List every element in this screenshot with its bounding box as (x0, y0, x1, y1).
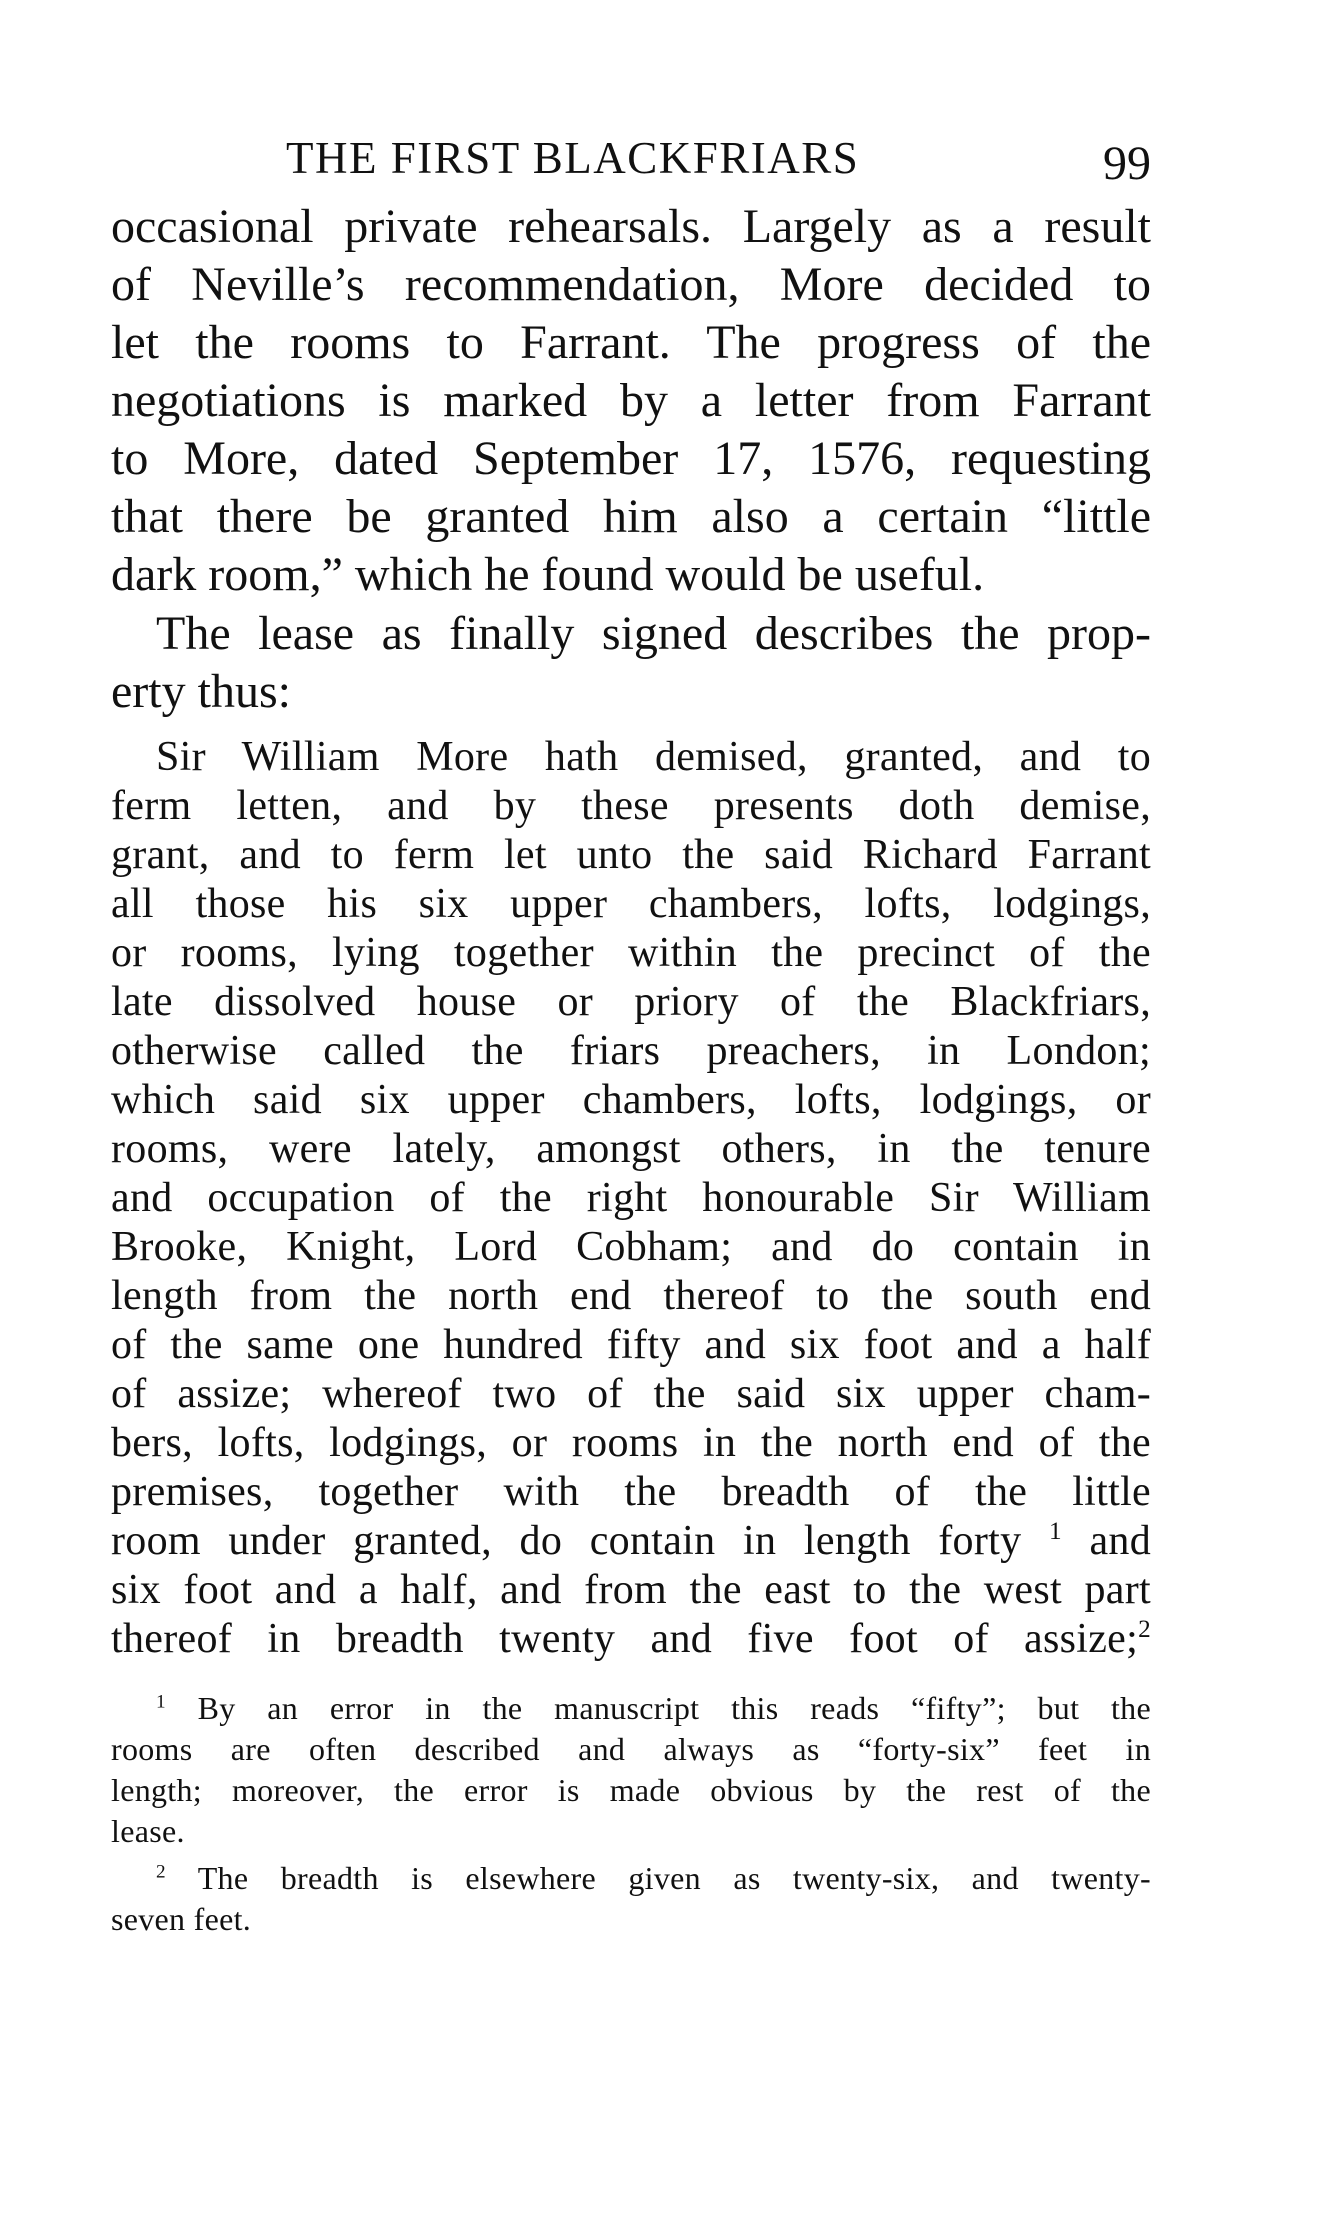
quote-line: late dissolved house or priory of the Blackfriars, (111, 979, 1151, 1025)
quote-line: all those his six upper chambers, lofts, lodgings, (111, 881, 1151, 927)
text-line: that there be granted him also a certain “little (111, 490, 1151, 543)
paragraph-1 (111, 198, 1151, 604)
footnote-line: lease. (111, 1813, 185, 1849)
page-number: 99 (1103, 137, 1151, 190)
quote-line: Brooke, Knight, Lord Cobham; and do contain in (111, 1224, 1151, 1270)
quote-line: length from the north end thereof to the south end (111, 1273, 1151, 1319)
lease-quotation (111, 733, 1151, 1664)
text-line: of Neville’s recommendation, More decided to (111, 258, 1151, 311)
footnote-line: length; moreover, the error is made obvious by the rest of the (111, 1772, 1151, 1808)
quote-line (111, 1517, 1151, 1566)
quote-line: six foot and a half, and from the east to the west part (111, 1567, 1151, 1613)
paragraph-2 (111, 605, 1151, 721)
text-line: negotiations is marked by a letter from Farrant (111, 374, 1151, 427)
quote-line: which said six upper chambers, lofts, lodgings, or (111, 1077, 1151, 1123)
footnote-ref-2: 2 (1138, 1616, 1151, 1643)
running-title: THE FIRST BLACKFRIARS (286, 133, 860, 183)
footnotes (111, 1688, 1151, 1940)
quote-line-text: room under granted, do contain in length forty (111, 1518, 1022, 1564)
quote-line: bers, lofts, lodgings, or rooms in the north end of the (111, 1420, 1151, 1466)
quote-line: ferm letten, and by these presents doth demise, (111, 783, 1151, 829)
quote-line: otherwise called the friars preachers, in London; (111, 1028, 1151, 1074)
quote-line: premises, together with the breadth of the little (111, 1469, 1151, 1515)
quote-line (111, 1615, 1151, 1664)
footnote-marker: 1 (156, 1691, 166, 1713)
footnote-text: The breadth is elsewhere given as twenty-six, and twenty- (197, 1860, 1151, 1896)
text-line: let the rooms to Farrant. The progress of the (111, 316, 1151, 369)
footnote-line: rooms are often described and always as “forty-six” feet in (111, 1731, 1151, 1767)
footnote-ref-1: 1 (1048, 1518, 1062, 1545)
book-page (111, 130, 1151, 1940)
footnote-1 (111, 1688, 1151, 1852)
quote-line: rooms, were lately, amongst others, in the tenure (111, 1126, 1151, 1172)
footnote-line: seven feet. (111, 1901, 252, 1937)
text-line: occasional private rehearsals. Largely as a result (111, 200, 1151, 253)
text-line: to More, dated September 17, 1576, requesting (111, 432, 1151, 485)
text-line: The lease as finally signed describes the prop- (156, 607, 1151, 660)
quote-line: grant, and to ferm let unto the said Richard Farrant (111, 832, 1151, 878)
footnote-line (111, 1858, 1151, 1899)
text-line: dark room,” which he found would be useful. (111, 548, 985, 601)
quote-line: or rooms, lying together within the precinct of the (111, 930, 1151, 976)
quote-line: and occupation of the right honourable Sir William (111, 1175, 1151, 1221)
text-line: erty thus: (111, 665, 291, 718)
footnote-line (111, 1688, 1151, 1729)
quote-line-text: and (1061, 1518, 1151, 1564)
footnote-marker: 2 (156, 1861, 166, 1883)
running-header (111, 130, 1151, 198)
footnote-text: By an error in the manuscript this reads “fifty”; but the (197, 1690, 1151, 1726)
footnote-2 (111, 1858, 1151, 1940)
quote-line: of the same one hundred fifty and six foot and a half (111, 1322, 1151, 1368)
quote-line-text: thereof in breadth twenty and five foot of assize; (111, 1616, 1139, 1662)
quote-line: Sir William More hath demised, granted, and to (156, 734, 1151, 780)
quote-line: of assize; whereof two of the said six upper cham- (111, 1371, 1151, 1417)
